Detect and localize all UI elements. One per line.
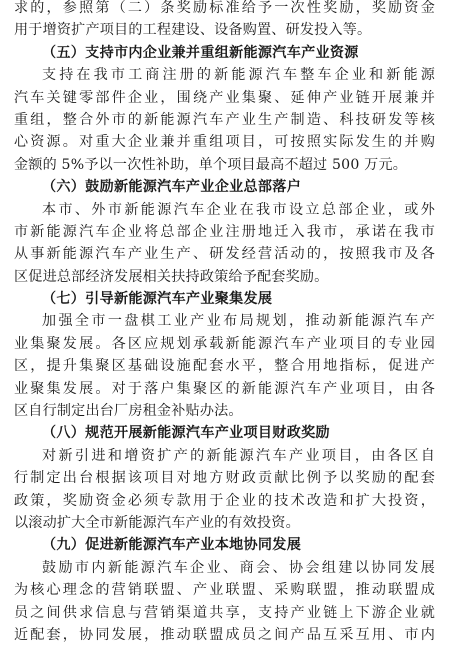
paragraph-line: 区，提升集聚区基础设施配套水平，整合用地指标，促进产 (14, 358, 435, 375)
section-heading: （七）引导新能源汽车产业聚集发展 (42, 291, 273, 308)
section-heading: （六）鼓励新能源汽车产业企业总部落户 (42, 179, 302, 196)
paragraph-line: 员之间供求信息与营销渠道共享，支持产业链上下游企业就 (14, 604, 435, 621)
paragraph-line: 心资源。对重大企业兼并重组项目，可按照实际发生的并购 (14, 134, 435, 151)
paragraph (14, 199, 435, 289)
paragraph-line: 近配套，协同发展，推动联盟成员之间产品互采互用、市内 (14, 626, 435, 643)
paragraph-line: 行制定出台根据该项目对地方财政贡献比例予以奖励的配套 (14, 470, 435, 487)
paragraph-line: 区促进总部经济发展相关扶持政策给予配套奖励。 (14, 268, 329, 285)
paragraph-line: 为核心理念的营销联盟、产业联盟、采购联盟，推动联盟成 (14, 582, 435, 599)
paragraph (14, 557, 435, 647)
paragraph-line: 用于增资扩产项目的工程建设、设备购置、研发投入等。 (14, 22, 372, 39)
paragraph (14, 64, 435, 176)
paragraph-line: 重组，整合外市的新能源汽车产业生产制造、科技研发等核 (14, 111, 435, 128)
section-heading: （五）支持市内企业兼并重组新能源汽车产业资源 (42, 44, 359, 61)
paragraph (14, 0, 435, 42)
paragraph-line: 求的，参照第（二）条奖励标准给予一次性奖励，奖励资金 (14, 0, 435, 16)
paragraph-line: 加强全市一盘棋工业产业布局规划，推动新能源汽车产 (42, 313, 435, 330)
paragraph-line: 市新能源汽车企业将总部企业注册地迁入我市，承诺在我市 (14, 223, 435, 240)
paragraph-line: 本市、外市新能源汽车企业在我市设立总部企业，或外 (42, 201, 435, 218)
paragraph-line: 支持在我市工商注册的新能源汽车整车企业和新能源 (42, 67, 435, 84)
paragraph-line: 政策，奖励资金必须专款用于企业的技术改造和扩大投资， (14, 492, 435, 509)
paragraph-line: 从事新能源汽车产业生产、研发经营活动的，按照我市及各 (14, 246, 435, 263)
section-heading: （九）促进新能源汽车产业本地协同发展 (42, 537, 302, 554)
paragraph-line: 鼓励市内新能源汽车企业、商会、协会组建以协同发展 (42, 559, 435, 576)
paragraph-line: 业集聚发展。各区应规划承载新能源汽车产业项目的专业园 (14, 335, 435, 352)
paragraph-line: 对新引进和增资扩产的新能源汽车产业项目，由各区自 (42, 447, 435, 464)
paragraph (14, 310, 435, 422)
document-body (14, 0, 435, 646)
paragraph-line: 以滚动扩大全市新能源汽车产业的有效投资。 (14, 514, 300, 531)
section-heading: （八）规范开展新能源汽车产业项目财政奖励 (42, 425, 330, 442)
paragraph-line: 汽车关键零部件企业，围绕产业集聚、延伸产业链开展兼并 (14, 89, 435, 106)
paragraph-line: 金额的 5%予以一次性补助，单个项目最高不超过 500 万元。 (14, 156, 408, 173)
paragraph-line: 业聚集发展。对于落户集聚区的新能源汽车产业项目，由各 (14, 380, 435, 397)
paragraph-line: 区自行制定出台厂房租金补贴办法。 (14, 403, 243, 420)
paragraph (14, 445, 435, 535)
